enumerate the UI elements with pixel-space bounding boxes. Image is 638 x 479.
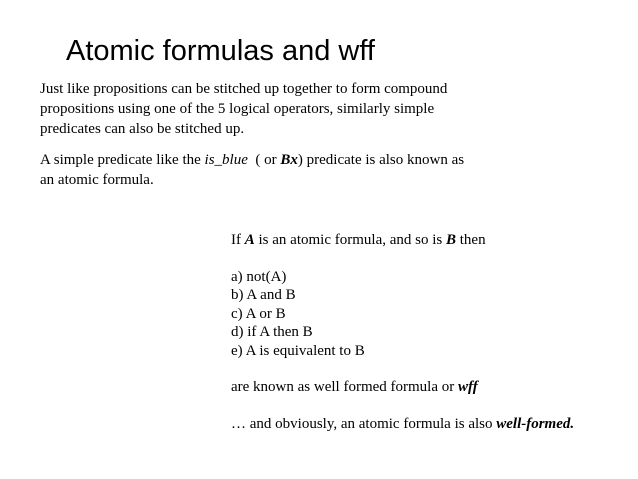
condition-line [231, 231, 574, 250]
closing-pre: … and obviously, an atomic formula is also [231, 415, 497, 432]
well-formed-term: well-formed. [496, 415, 575, 432]
wff-definition-block [231, 231, 574, 433]
atomic-line-2: an atomic formula. [40, 172, 154, 188]
wff-term: wff [458, 379, 478, 395]
list-item: c) A or B [231, 305, 286, 322]
condition-post: then [456, 232, 486, 248]
condition-b: B [445, 232, 456, 248]
condition-a: A [244, 232, 255, 248]
intro-line-3: predicates can also be stitched up. [40, 121, 245, 137]
wff-line [231, 378, 574, 397]
intro-paragraph [40, 79, 510, 139]
list-item: d) if A then B [231, 324, 313, 340]
closing-line [231, 415, 574, 434]
intro-line-1: Just like propositions can be stitched up together to form compound [40, 81, 448, 97]
list-item: b) A and B [231, 287, 296, 303]
is-blue-term: is_blue [204, 152, 248, 168]
atomic-text-post: ) predicate is also known as [297, 152, 465, 168]
list-item: a) not(A) [231, 268, 287, 285]
atomic-formula-paragraph [40, 150, 510, 190]
atomic-text-pre: A simple predicate like the [40, 152, 205, 168]
atomic-text-mid: ( or [247, 152, 281, 168]
atomic-line-1 [40, 150, 510, 170]
list-item: e) A is equivalent to B [231, 342, 365, 359]
bx-term: Bx [280, 152, 298, 168]
wff-line-pre: are known as well formed formula or [231, 379, 459, 395]
intro-line-2: propositions using one of the 5 logical operators, similarly simple [40, 101, 435, 117]
slide-title: Atomic formulas and wff [66, 35, 375, 67]
condition-pre: If [231, 232, 245, 248]
condition-mid: is an atomic formula, and so is [254, 232, 446, 248]
